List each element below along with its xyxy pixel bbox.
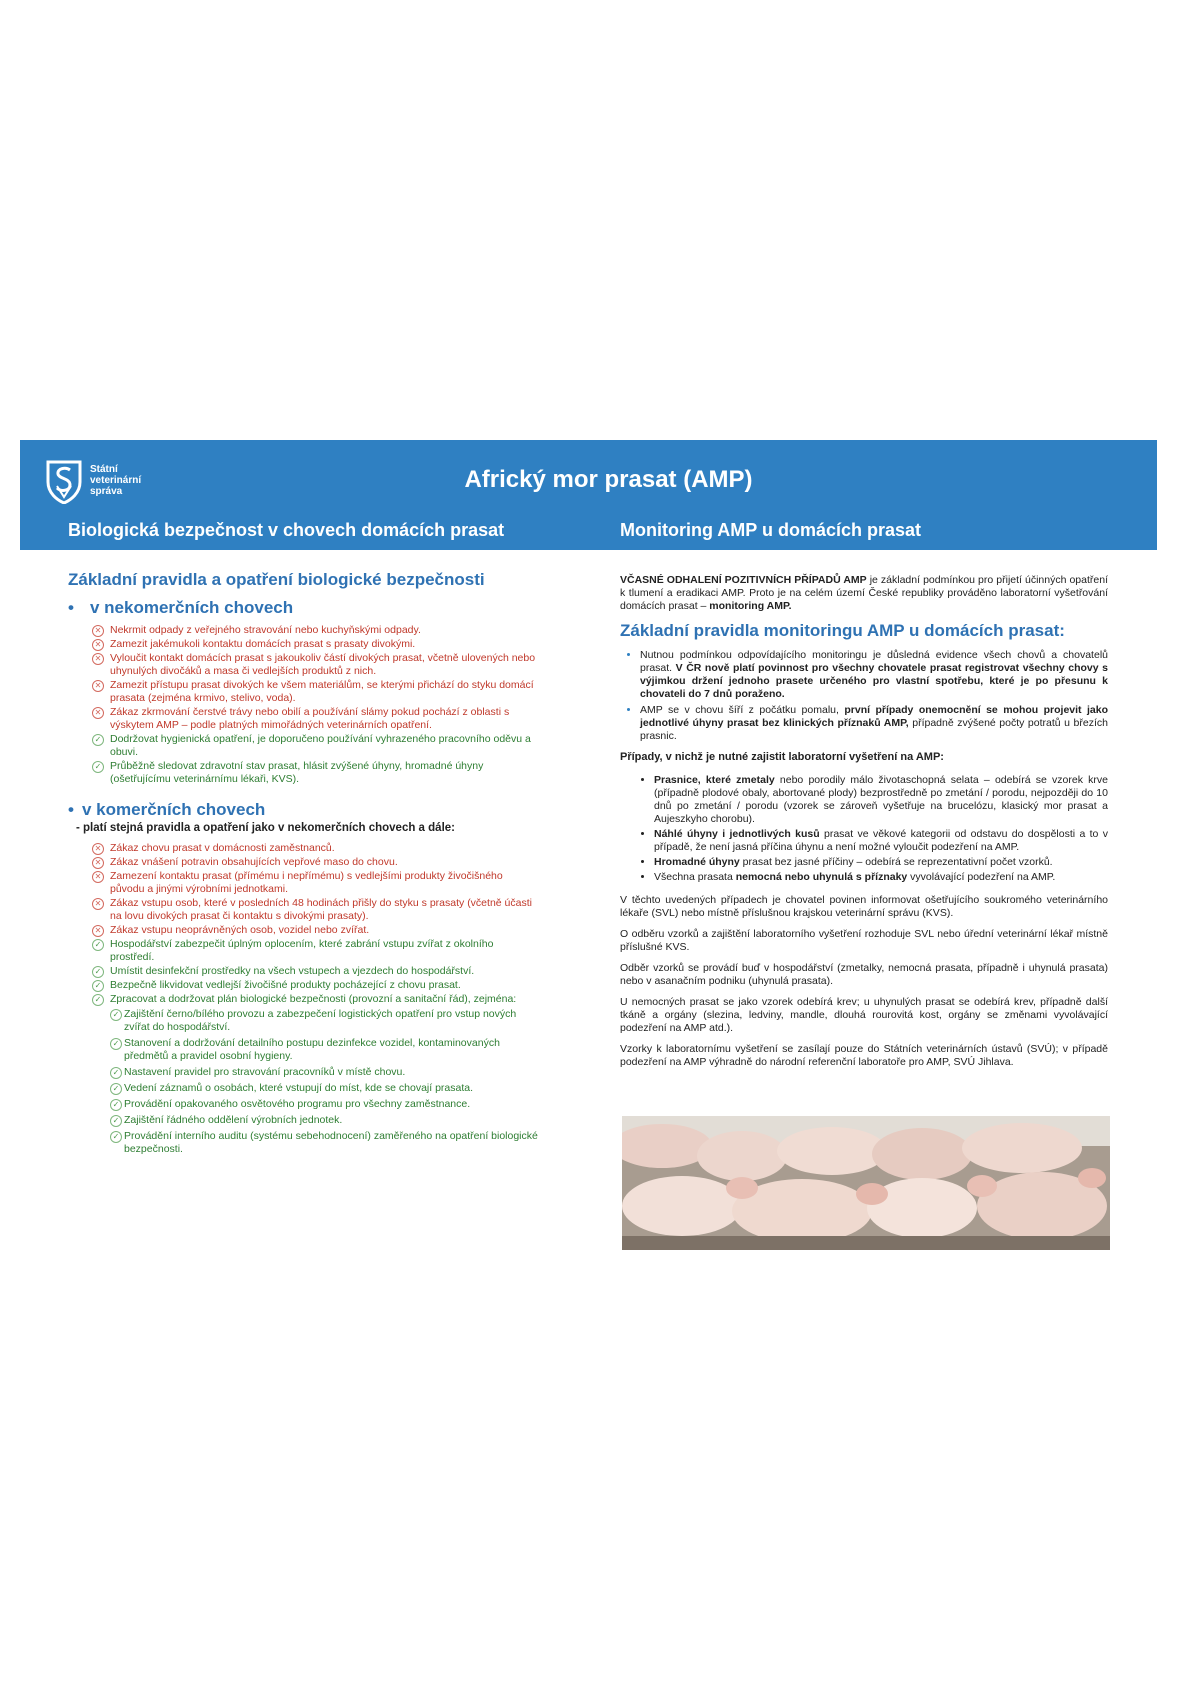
intro-paragraph: VČASNÉ ODHALENÍ POZITIVNÍCH PŘÍPADŮ AMP je základní podmínkou pro přijetí účinných opatření k tlumení a eradikaci AMP. Proto je na celém území České republiky prováděno laboratorní vyšetřování domácích prasat – monitoring AMP. [620,574,1108,612]
cross-icon: ✕ [92,707,104,719]
list-item: • AMP se v chovu šíří z počátku pomalu, první případy onemocnění se mohou projevit jako jednotlivé úhyny prasat bez klinických příznaků AMP, případně zvýšené počty potratů u březích prasnic. [640,704,1108,743]
list-item: ✓ Umístit desinfekční prostředky na všech vstupech a vjezdech do hospodářství. [110,965,538,978]
list-item: • Náhlé úhyny i jednotlivých kusů prasat ve věkové kategorii od odstavu do dospělosti a to v případě, že není jasná příčina úhynu a není možné vyloučit podezření na AMP. [654,828,1108,854]
cross-icon: ✕ [92,871,104,883]
check-icon: ✓ [92,994,104,1006]
check-icon: ✓ [92,939,104,951]
list-item: ✓ Zajištění černo/bílého provozu a zabezpečení logistických opatření pro vstup nových zvířat do hospodářství. [124,1008,538,1034]
list-item: ✕ Zákaz zkrmování čerstvé trávy nebo obilí a používání slámy pokud pochází z oblasti s výskytem AMP – podle platných mimořádných veterinárních opatření. [110,706,538,732]
list-item: ✓ Provádění interního auditu (systému sebehodnocení) zaměřeného na opatření biologické bezpečnosti. [124,1130,538,1156]
list-item: ✓ Provádění opakovaného osvětového programu pro všechny zaměstnance. [124,1098,538,1111]
list-item: ✓ Bezpečně likvidovat vedlejší živočišné produkty pocházející z chovu prasat. [110,979,538,992]
biosecurity-plan-sublist [110,1008,538,1156]
right-column [620,574,1108,1077]
cases-list [620,774,1108,884]
check-icon: ✓ [110,1099,122,1111]
list-item: ✓ Hospodářství zabezpečit úplným oplocením, které zabrání vstupu zvířat z okolního prostředí. [110,938,538,964]
monitoring-rules-heading: Základní pravidla monitoringu AMP u domácích prasat: [620,621,1065,640]
cross-icon: ✕ [92,857,104,869]
paragraph: U nemocných prasat se jako vzorek odebírá krev; u uhynulých prasat se odebírá krev, případně další tkáně a orgány (slezina, ledviny, mandle, dlouhá rourovitá kost, orgány se změnami vyvolávající podezření na AMP atd.). [620,996,1108,1034]
list-item: ✓ Stanovení a dodržování detailního postupu dezinfekce vozidel, kontaminovaných předmětů a pravidel osobní hygieny. [124,1037,538,1063]
left-section-title: Biologická bezpečnost v chovech domácích prasat [68,520,505,540]
logo-line: veterinární [90,475,142,486]
check-icon: ✓ [92,734,104,746]
list-item: ✓ Zajištění řádného oddělení výrobních jednotek. [124,1114,538,1127]
cross-icon: ✕ [92,653,104,665]
biosecurity-heading: Základní pravidla a opatření biologické bezpečnosti [68,570,485,589]
header-banner [20,440,1157,550]
logo-line: správa [90,486,123,497]
cross-icon: ✕ [92,898,104,910]
commercial-note: - platí stejná pravidla a opatření jako v nekomerčních chovech a dále: [76,822,455,834]
list-item: ✓ Dodržovat hygienická opatření, je doporučeno používání vyhrazeného pracovního oděvu a obuvi. [110,733,538,759]
list-item: • Prasnice, které zmetaly nebo porodily málo životaschopná selata – odebírá se vzorek krve (případně plodové obaly, abortované plody) bezprostředně po zmetání / porodu, nejpozději do 10 dnů po zmetání / porodu (vzorek se zároveň vyšetřuje na brucelózu, klasický mor prasat a Aujeszkyho chorobu). [654,774,1108,826]
paragraph: Odběr vzorků se provádí buď v hospodářství (zmetalky, nemocná prasata, případně i uhynulá prasata) nebo v asanačním podniku (uhynulá prasata). [620,962,1108,987]
check-icon: ✓ [110,1115,122,1127]
check-icon: ✓ [110,1009,122,1021]
bullet-icon: • [68,800,74,819]
list-item: ✕ Zákaz vstupu osob, které v posledních 48 hodinách přišly do styku s prasaty (včetně účasti na lovu divokých prasat či kontaktu s divokými prasaty). [110,897,538,923]
list-item: ✕ Zákaz vstupu neoprávněných osob, vozidel nebo zvířat. [110,924,538,937]
bullet-icon: • [68,598,74,617]
check-icon: ✓ [92,761,104,773]
list-item: ✕ Nekrmit odpady z veřejného stravování nebo kuchyňskými odpady. [110,624,538,637]
list-item: ✕ Zamezit přístupu prasat divokých ke všem materiálům, se kterými přichází do styku domácí prasata (zejména krmivo, stelivo, voda). [110,679,538,705]
cases-heading: Případy, v nichž je nutné zajistit laboratorní vyšetření na AMP: [620,751,944,763]
list-item: ✓ Vedení záznamů o osobách, které vstupují do míst, kde se chovají prasata. [124,1082,538,1095]
logo-line: Státní [90,464,118,475]
check-icon: ✓ [110,1131,122,1143]
page-title: Africký mor prasat (AMP) [464,466,753,493]
check-icon: ✓ [110,1083,122,1095]
list-item: ✕ Zákaz vnášení potravin obsahujících vepřové maso do chovu. [110,856,538,869]
list-item: ✕ Vyloučit kontakt domácích prasat s jakoukoliv částí divokých prasat, včetně ulovených nebo uhynulých divočáků a masa či vedlejších produktů z nich. [110,652,538,678]
list-item: • Hromadné úhyny prasat bez jasné příčiny – odebírá se reprezentativní počet vzorků. [654,856,1108,869]
list-item: ✓ Zpracovat a dodržovat plán biologické bezpečnosti (provozní a sanitační řád), zejména: ✓ Zajištění černo/bílého provozu a zabezpečení logistických opatření pro vstup nových zvířat do hospodářství. ✓ Stanovení a dodržování detailního postupu dezinfekce vozidel, kontaminovaných předmětů a pravidel osobní hygieny. ✓ Nastavení pravidel pro stravování pracovníků v místě chovu. ✓ Vedení záznamů o osobách, které vstupují do míst, kde se chovají prasata. ✓ Provádění opakovaného osvětového programu pro všechny zaměstnance. ✓ Zajištění řádného oddělení výrobních jednotek. ✓ Provádění interního auditu (systému sebehodnocení) zaměřeného na opatření biologické bezpečnosti. [110,993,538,1156]
paragraph: V těchto uvedených případech je chovatel povinen informovat ošetřujícího soukromého veterinárního lékaře (SVL) nebo místně příslušnou krajskou veterinární správu (KVS). [620,894,1108,919]
check-icon: ✓ [92,966,104,978]
cross-icon: ✕ [92,925,104,937]
cross-icon: ✕ [92,625,104,637]
pigs-photo [622,1116,1110,1250]
list-item: ✕ Zamezit jakémukoli kontaktu domácích prasat s prasaty divokými. [110,638,538,651]
list-item: ✓ Průběžně sledovat zdravotní stav prasat, hlásit zvýšené úhyny, hromadné úhyny (ošetřujícímu veterinárnímu lékaři, KVS). [110,760,538,786]
noncommercial-heading: • v nekomerčních chovech [68,598,294,617]
right-section-title: Monitoring AMP u domácích prasat [620,520,922,540]
pigs-illustration [622,1116,1110,1250]
left-column [68,570,538,1162]
list-item: ✕ Zamezení kontaktu prasat (přímému i nepřímému) s vedlejšími produkty živočišného původu a jinými výrobními jednotkami. [110,870,538,896]
commercial-heading: • v komerčních chovech [68,800,266,819]
check-icon: ✓ [110,1067,122,1079]
list-item: • Nutnou podmínkou odpovídajícího monitoringu je důsledná evidence všech chovů a chovatelů prasat. V ČR nově platí povinnost pro všechny chovatele prasat registrovat všechny chovy s výjimkou držení jednoho prasete určeného pro vlastní spotřebu, které je po přesunu k chovateli do 7 dnů poraženo. [640,649,1108,701]
paragraph: Vzorky k laboratornímu vyšetření se zasílají pouze do Státních veterinárních ústavů (SVÚ); v případě podezření na AMP výhradně do národní referenční laboratoře pro AMP, SVÚ Jihlava. [620,1043,1108,1068]
list-item: ✓ Nastavení pravidel pro stravování pracovníků v místě chovu. [124,1066,538,1079]
commercial-list [68,842,538,1156]
cross-icon: ✕ [92,680,104,692]
noncommercial-list [68,624,538,786]
list-item: ✕ Zákaz chovu prasat v domácnosti zaměstnanců. [110,842,538,855]
cross-icon: ✕ [92,843,104,855]
monitoring-rules-list [620,649,1108,743]
paragraph: O odběru vzorků a zajištění laboratorního vyšetření rozhoduje SVL nebo úřední veterinární lékař místně příslušné KVS. [620,928,1108,953]
check-icon: ✓ [92,980,104,992]
cross-icon: ✕ [92,639,104,651]
list-item: • Všechna prasata nemocná nebo uhynulá s příznaky vyvolávající podezření na AMP. [654,871,1108,884]
check-icon: ✓ [110,1038,122,1050]
